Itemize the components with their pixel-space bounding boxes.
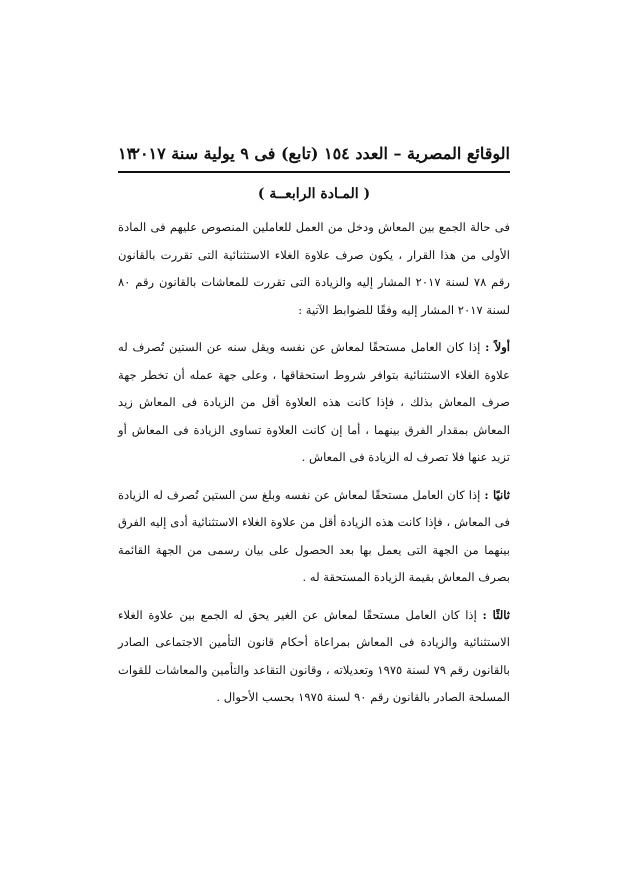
- gazette-title: الوقائع المصرية – العدد ١٥٤ (تابع) فى ٩ يولية سنة ٢٠١٧: [131, 144, 510, 163]
- article-title: ( المـادة الرابعــة ): [257, 186, 371, 202]
- paragraph-lead: ثانيًا :: [484, 487, 510, 502]
- paragraph-text: إذا كان العامل مستحقًا لمعاش عن نفسه ويقل سنه عن الستين تُصرف له علاوة الغلاء الاستثنائية بتوافر شروط استحقاقها ، وعلى جهة عمله أن تخطر جهة صرف المعاش بذلك ، فإذا كانت هذه العلاوة أقل من الزيادة فى المعاش زيد المعاش بمقدار الفرق بينهما ، أما إن كانت العلاوة تساوى الزيادة فى المعاش أو تزيد عنها فلا تصرف له الزيادة فى المعاش .: [118, 340, 510, 464]
- paragraph-text: إذا كان العامل مستحقًا لمعاش عن الغير يحق له الجمع بين علاوة الغلاء الاستثنائية والزيادة فى المعاش بمراعاة أحكام قانون التأمين الاجتماعى الصادر بالقانون رقم ٧٩ لسنة ١٩٧٥ وتعديلاته ، وقانون التقاعد والتأمين والمعاشات للقوات المسلحة الصادر بالقانون رقم ٩٠ لسنة ١٩٧٥ بحسب الأحوال .: [118, 607, 510, 704]
- paragraph-first: [118, 334, 510, 472]
- paragraph-intro: [118, 214, 510, 324]
- paragraph-second: [118, 482, 510, 592]
- paragraph-text: إذا كان العامل مستحقًا لمعاش عن نفسه وبلغ سن الستين تُصرف له الزيادة فى المعاش ، فإذا كانت هذه الزيادة أقل من علاوة الغلاء الاستثنائية أدى إليه الفرق بينهما من الجهة التى يعمل بها بعد الحصول على بيان رسمى من الجهة القائمة بصرف المعاش بقيمة الزيادة المستحقة له .: [118, 487, 510, 584]
- paragraph-lead: أولاً :: [485, 340, 511, 354]
- page-header: [118, 144, 510, 168]
- paragraph-lead: ثالثًا :: [482, 607, 511, 622]
- header-rule: [118, 171, 510, 173]
- page-number: ١٣: [118, 144, 136, 163]
- paragraph-third: [118, 602, 510, 712]
- paragraph-text: فى حالة الجمع بين المعاش ودخل من العمل للعاملين المنصوص عليهم فى المادة الأولى من هذا القرار ، يكون صرف علاوة الغلاء الاستثنائية التى تقررت بالقانون رقم ٧٨ لسنة ٢٠١٧ المشار إليه والزيادة التى تقررت للمعاشات بالقانون رقم ٨٠ لسنة ٢٠١٧ المشار إليه وفقًا للضوابط الآتية :: [118, 220, 511, 317]
- article-body: [118, 214, 510, 722]
